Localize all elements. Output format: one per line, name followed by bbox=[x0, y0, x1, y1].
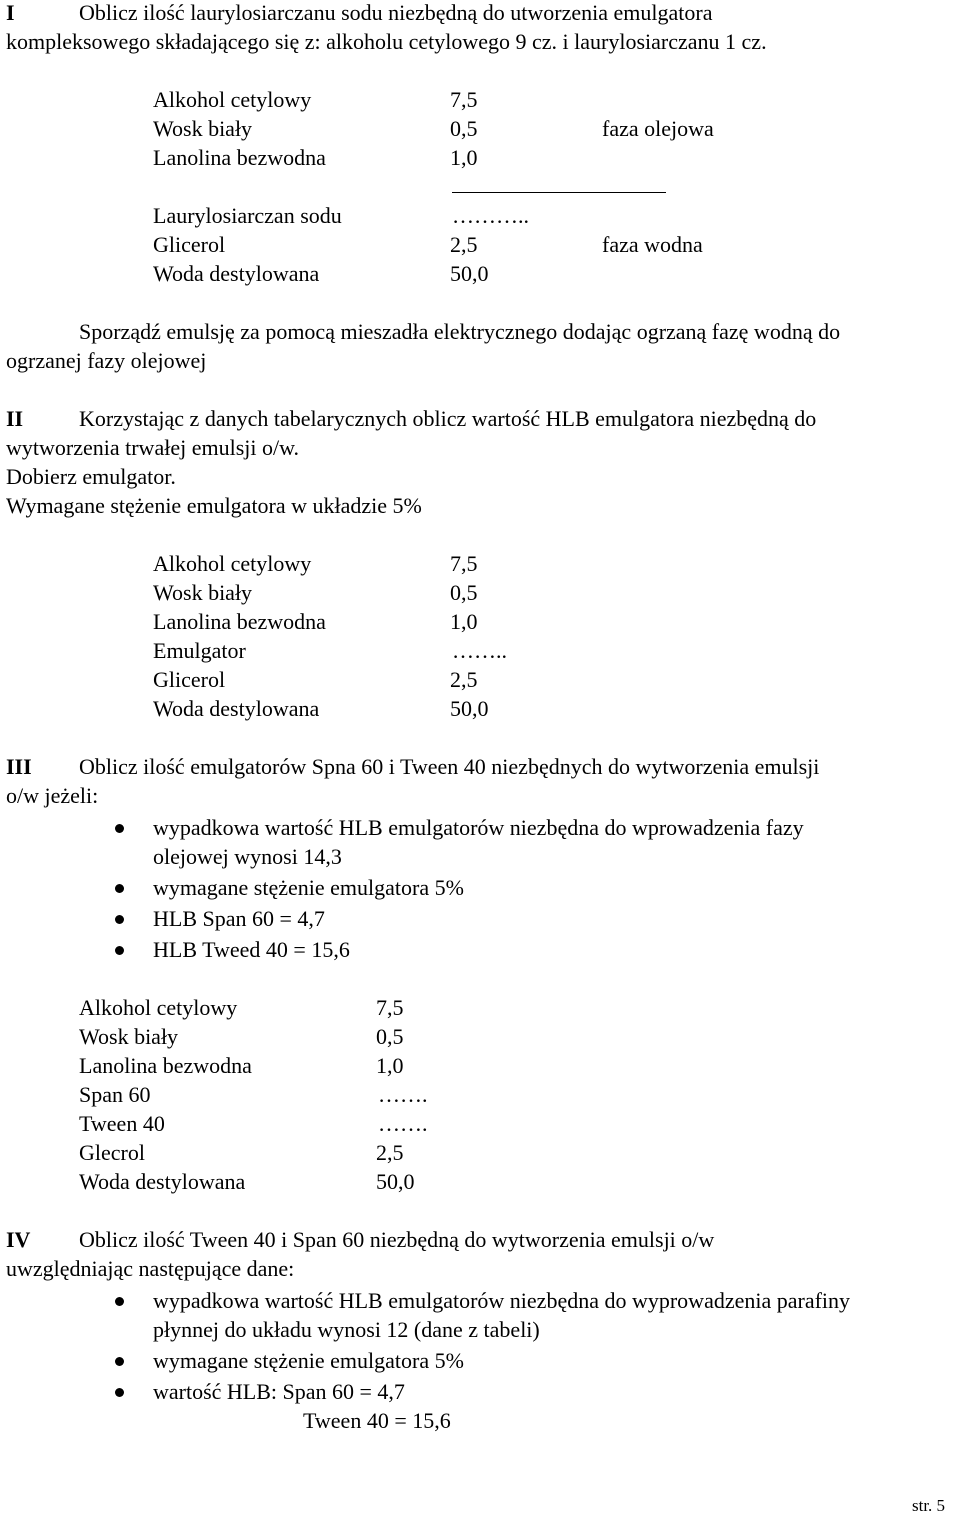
s2-row-4-value: …….. bbox=[452, 638, 507, 663]
s3-row-6-value: 2,5 bbox=[376, 1140, 404, 1165]
s2-row-3-name: Lanolina bezwodna bbox=[153, 609, 326, 634]
bullet-icon bbox=[115, 946, 124, 955]
s3-row-3-name: Lanolina bezwodna bbox=[79, 1053, 252, 1078]
section-2-number: II bbox=[6, 406, 24, 431]
bullet-icon bbox=[115, 884, 124, 893]
s2-row-6-value: 50,0 bbox=[450, 696, 489, 721]
section-1-text-line1: Oblicz ilość laurylosiarczanu sodu niezbędną do utworzenia emulgatora bbox=[79, 0, 713, 25]
section-1-text-line2: kompleksowego składającego się z: alkoholu cetylowego 9 cz. i laurylosiarczanu 1 cz. bbox=[6, 29, 767, 54]
bullet-icon bbox=[115, 915, 124, 924]
s4-bullet-1-line2: płynnej do układu wynosi 12 (dane z tabeli) bbox=[153, 1317, 540, 1342]
s3-row-4-name: Span 60 bbox=[79, 1082, 151, 1107]
section-3-text-line2: o/w jeżeli: bbox=[6, 783, 99, 808]
section-1-instruction-line1: Sporządź emulsję za pomocą mieszadła elektrycznego dodając ogrzaną fazę wodną do bbox=[79, 319, 841, 344]
s3-row-6-name: Glecrol bbox=[79, 1140, 145, 1165]
section-3-number: III bbox=[6, 754, 32, 779]
section-3-text-line1: Oblicz ilość emulgatorów Spna 60 i Tween 40 niezbędnych do wytworzenia emulsji bbox=[79, 754, 820, 779]
s4-bullet-3-continuation: Tween 40 = 15,6 bbox=[303, 1408, 451, 1433]
s3-bullet-2: wymagane stężenie emulgatora 5% bbox=[153, 875, 464, 900]
bullet-icon bbox=[115, 1388, 124, 1397]
s3-bullet-1-line2: olejowej wynosi 14,3 bbox=[153, 844, 342, 869]
bullet-icon bbox=[115, 1357, 124, 1366]
s2-row-6-name: Woda destylowana bbox=[153, 696, 320, 721]
s3-row-1-name: Alkohol cetylowy bbox=[79, 995, 238, 1020]
s3-row-5-value: ……. bbox=[378, 1111, 428, 1136]
s3-row-2-name: Wosk biały bbox=[79, 1024, 179, 1049]
s3-bullet-1-line1: wypadkowa wartość HLB emulgatorów niezbędna do wprowadzenia fazy bbox=[153, 815, 804, 840]
bullet-icon bbox=[115, 1297, 124, 1306]
section-1-number: I bbox=[6, 0, 15, 25]
s3-bullet-3: HLB Span 60 = 4,7 bbox=[153, 906, 325, 931]
s2-row-3-value: 1,0 bbox=[450, 609, 478, 634]
s3-row-2-value: 0,5 bbox=[376, 1024, 404, 1049]
s1-row-1-value: 7,5 bbox=[450, 87, 478, 112]
s1-row-3-value: 1,0 bbox=[450, 145, 478, 170]
section-2-text-line1: Korzystając z danych tabelarycznych oblicz wartość HLB emulgatora niezbędną do bbox=[79, 406, 817, 431]
section-2-text-line4: Wymagane stężenie emulgatora w układzie 5% bbox=[6, 493, 422, 518]
s1-row-5-value: 2,5 bbox=[450, 232, 478, 257]
s2-row-1-value: 7,5 bbox=[450, 551, 478, 576]
phase-water-label: faza wodna bbox=[602, 232, 703, 257]
s1-row-3-name: Lanolina bezwodna bbox=[153, 145, 326, 170]
s1-row-5-name: Glicerol bbox=[153, 232, 226, 257]
s2-row-1-name: Alkohol cetylowy bbox=[153, 551, 312, 576]
s2-row-2-value: 0,5 bbox=[450, 580, 478, 605]
s1-row-4-value: ……….. bbox=[452, 203, 529, 228]
s4-bullet-2: wymagane stężenie emulgatora 5% bbox=[153, 1348, 464, 1373]
s3-row-7-value: 50,0 bbox=[376, 1169, 415, 1194]
phase-oil-label: faza olejowa bbox=[602, 116, 714, 141]
s3-row-5-name: Tween 40 bbox=[79, 1111, 165, 1136]
section-2-text-line3: Dobierz emulgator. bbox=[6, 464, 176, 489]
s3-row-7-name: Woda destylowana bbox=[79, 1169, 246, 1194]
bullet-icon bbox=[115, 824, 124, 833]
phase-separator-line bbox=[452, 192, 666, 193]
s1-row-2-value: 0,5 bbox=[450, 116, 478, 141]
s1-row-1-name: Alkohol cetylowy bbox=[153, 87, 312, 112]
section-2-text-line2: wytworzenia trwałej emulsji o/w. bbox=[6, 435, 300, 460]
s1-row-4-name: Laurylosiarczan sodu bbox=[153, 203, 342, 228]
s3-row-1-value: 7,5 bbox=[376, 995, 404, 1020]
s2-row-4-name: Emulgator bbox=[153, 638, 246, 663]
section-4-number: IV bbox=[6, 1227, 31, 1252]
section-1-instruction-line2: ogrzanej fazy olejowej bbox=[6, 348, 207, 373]
s2-row-5-value: 2,5 bbox=[450, 667, 478, 692]
s3-row-3-value: 1,0 bbox=[376, 1053, 404, 1078]
section-4-text-line1: Oblicz ilość Tween 40 i Span 60 niezbędną do wytworzenia emulsji o/w bbox=[79, 1227, 715, 1252]
s4-bullet-3: wartość HLB: Span 60 = 4,7 bbox=[153, 1379, 405, 1404]
page-number: str. 5 bbox=[912, 1496, 946, 1515]
s3-bullet-4: HLB Tweed 40 = 15,6 bbox=[153, 937, 350, 962]
s3-row-4-value: ……. bbox=[378, 1082, 428, 1107]
s4-bullet-1-line1: wypadkowa wartość HLB emulgatorów niezbędna do wyprowadzenia parafiny bbox=[153, 1288, 851, 1313]
s1-row-6-value: 50,0 bbox=[450, 261, 489, 286]
s2-row-5-name: Glicerol bbox=[153, 667, 226, 692]
s1-row-6-name: Woda destylowana bbox=[153, 261, 320, 286]
s2-row-2-name: Wosk biały bbox=[153, 580, 253, 605]
s1-row-2-name: Wosk biały bbox=[153, 116, 253, 141]
section-4-text-line2: uwzględniając następujące dane: bbox=[6, 1256, 295, 1281]
